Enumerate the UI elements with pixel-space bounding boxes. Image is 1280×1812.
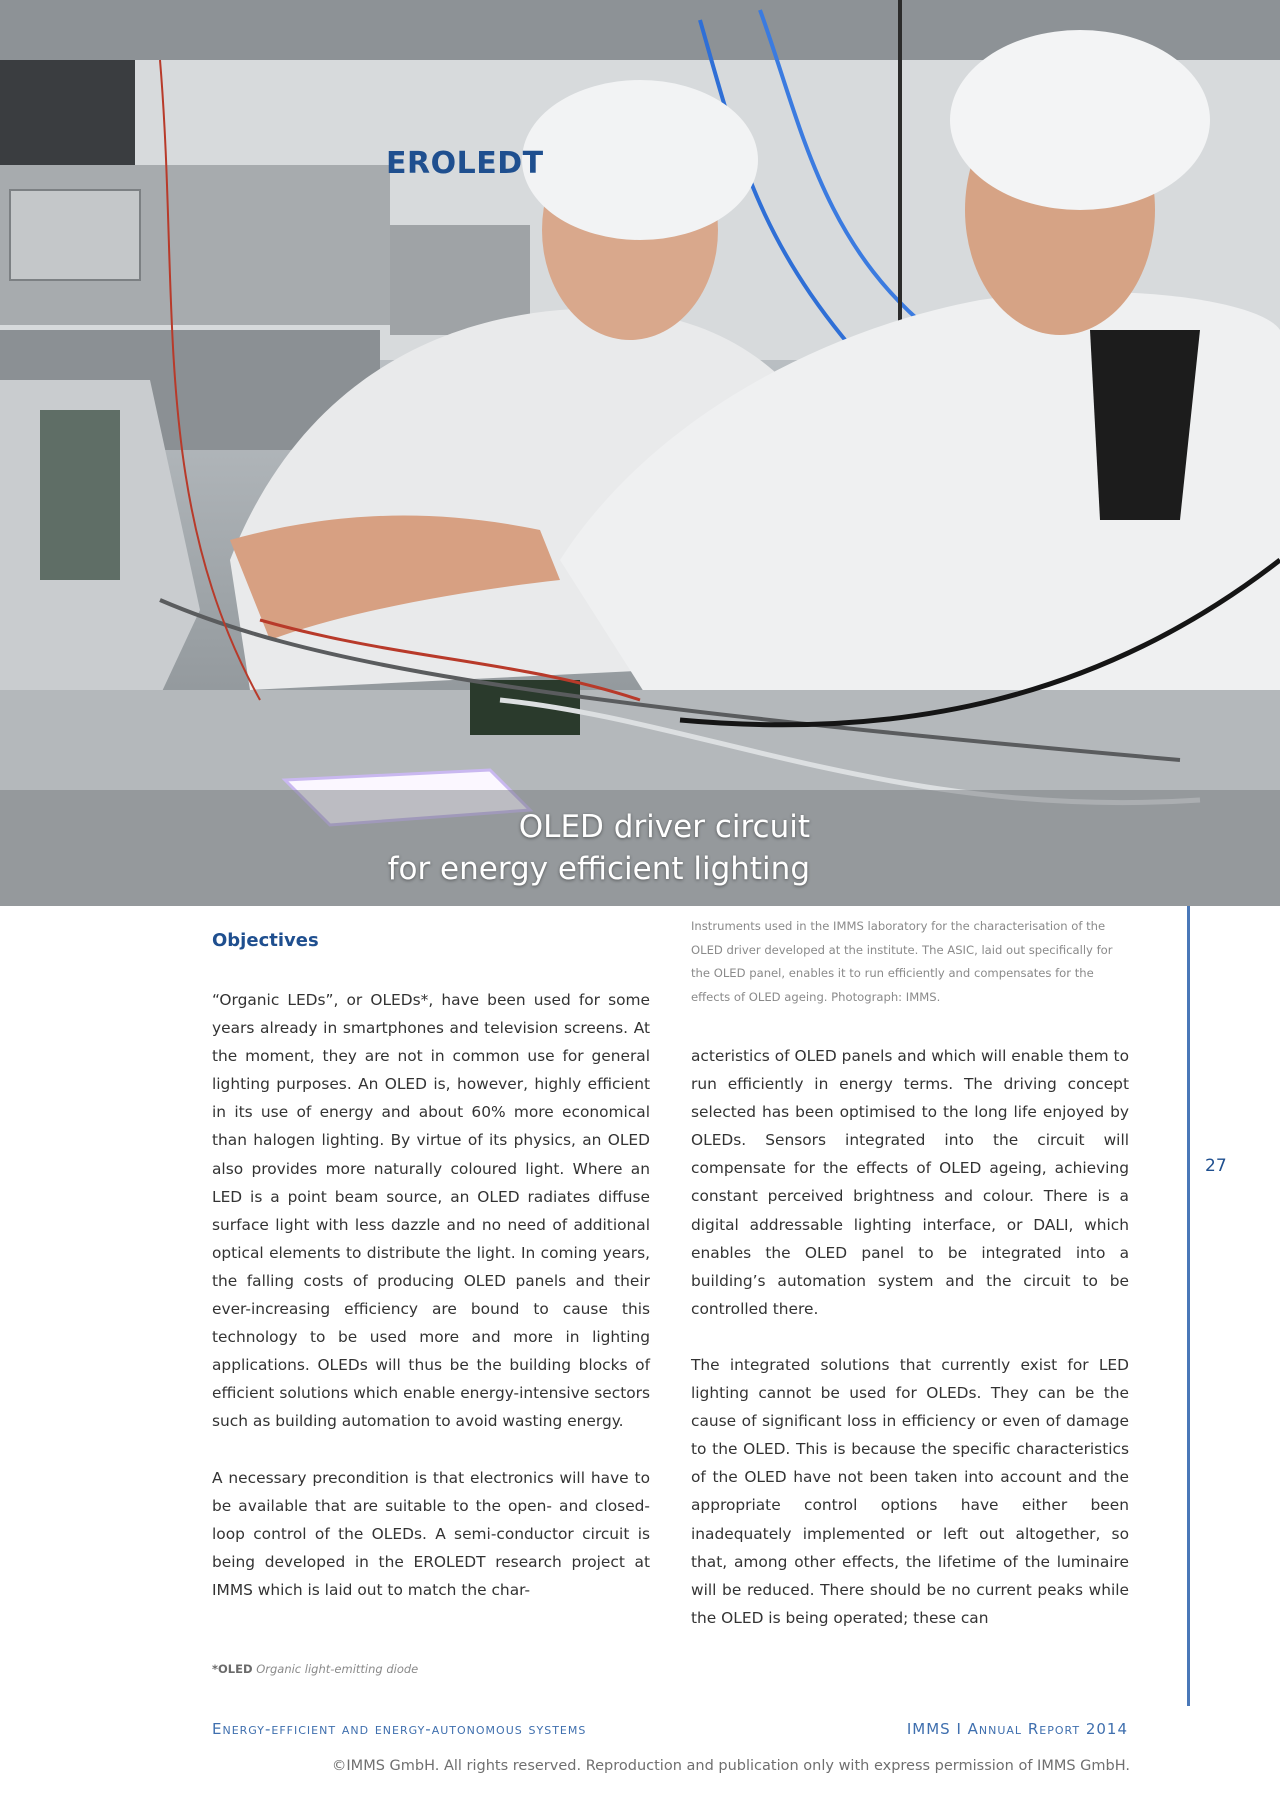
paragraph: The integrated solutions that currently exist for LED lighting cannot be used for OLEDs. They can be the cause of significant loss in efficiency or even of damage to the OLED. This is because the specific characteristics of the OLED have not been taken into account and the appropriate control options have either been inadequately implemented or left out altogether, so that, among other effects, the lifetime of the luminaire will be reduced. There should be no current peaks while the OLED is being operated; these can <box>691 1355 1129 1627</box>
page-number: 27 <box>1205 1156 1227 1176</box>
paragraph: “Organic LEDs”, or OLEDs*, have been used for some years already in smartphones and television screens. At the moment, they are not in common use for general lighting purposes. An OLED is, however, highly efficient in its use of energy and about 60% more economical than halogen lighting. By virtue of its physics, an OLED also provides more naturally coloured light. Where an LED is a point beam source, an OLED radiates diffuse surface light with less dazzle and no need of additional optical elements to distribute the light. In coming years, the falling costs of producing OLED panels and their ever-increasing efficiency are bound to cause this technology to be used more and more in lighting applications. OLEDs will thus be the building blocks of efficient solutions which enable energy-intensive sectors such as building automation to avoid wasting energy. <box>212 991 650 1431</box>
photo-caption: Instruments used in the IMMS laboratory for the characterisation of the OLED driver developed at the institute. The ASIC, laid out specifically for the OLED panel, enables it to run efficiently and compensates for the effects of OLED ageing. Photograph: IMMS. <box>691 919 1113 1004</box>
section-heading: Objectives <box>212 930 319 951</box>
paragraph: A necessary precondition is that electronics will have to be available that are suitable to the open- and closed-loop control of the OLEDs. A semi-conductor circuit is being developed in the EROLEDT research project at IMMS which is laid out to match the char- <box>212 1468 650 1599</box>
footnote-definition: Organic light-emitting diode <box>256 1662 419 1676</box>
hero-title <box>388 806 810 890</box>
paragraph: acteristics of OLED panels and which will enable them to run efficiently in energy terms. The driving concept selected has been optimised to the long life enjoyed by OLEDs. Sensors integrated into the circuit will compensate for the effects of OLED ageing, achieving constant perceived brightness and colour. There is a digital addressable lighting interface, or DALI, which enables the OLED panel to be integrated into a building’s automation system and the circuit to be controlled there. <box>691 1047 1129 1318</box>
copyright-notice: ©IMMS GmbH. All rights reserved. Reproduction and publication only with express permission of IMMS GmbH. <box>331 1758 1130 1774</box>
project-name: EROLEDT <box>386 146 544 181</box>
margin-rule <box>1187 906 1190 1706</box>
right-column <box>691 1042 1129 1632</box>
left-column <box>212 986 650 1604</box>
footer-report-title: IMMS I Annual Report 2014 <box>906 1720 1128 1738</box>
footnote-term: *OLED <box>212 1662 253 1676</box>
footer-section-title: Energy-efficient and energy-autonomous systems <box>212 1720 587 1738</box>
hero-title-line-1: OLED driver circuit <box>518 809 810 845</box>
footnote <box>212 1662 418 1676</box>
hero-title-line-2: for energy efficient lighting <box>387 851 810 887</box>
